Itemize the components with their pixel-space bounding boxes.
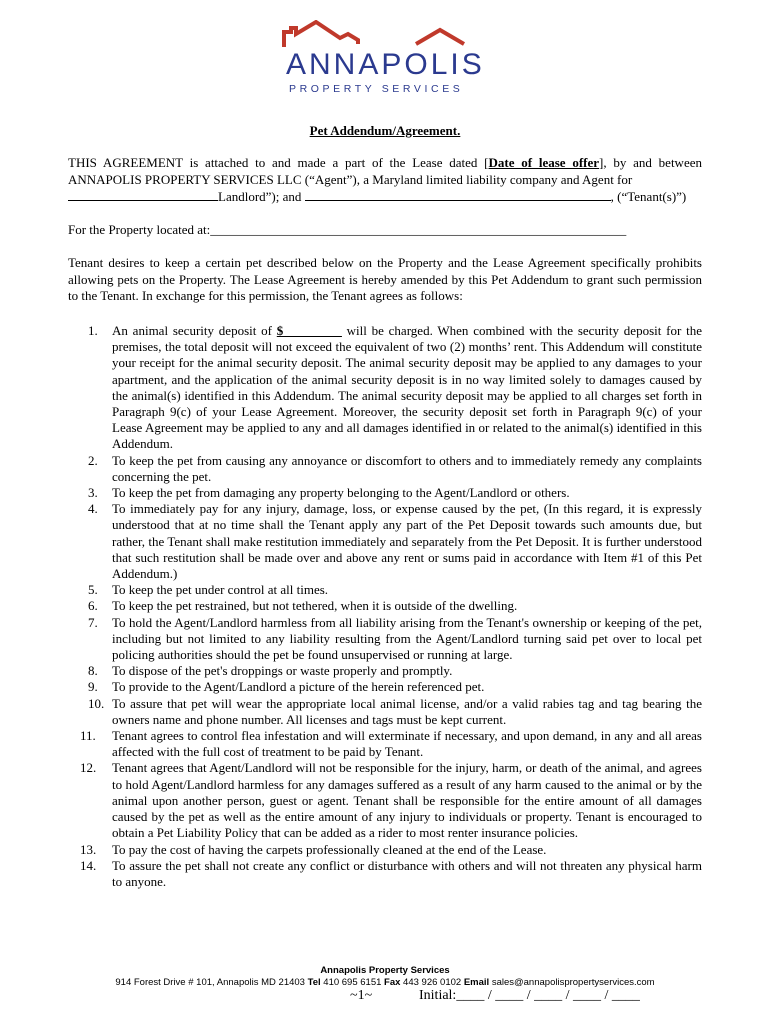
item-number: 4. — [88, 501, 98, 517]
footer-email-label: Email — [463, 977, 490, 988]
document-title: Pet Addendum/Agreement. — [309, 123, 461, 138]
item-number: 8. — [88, 663, 98, 679]
list-item — [68, 501, 702, 582]
initial-line[interactable]: Initial:____ / ____ / ____ / ____ / ____ — [419, 988, 640, 1003]
list-item — [68, 323, 702, 453]
item-text: Tenant agrees that Agent/Landlord will not be responsible for the injury, harm, or death of the animal, and agrees to hold Agent/Landlord harmless for any damages suffered as a result of any harm caused to the animal or by the animal upon another person, guest or agent. Tenant shall be responsible for the entire amount of all damages caused by the pet as well as the entire amount of any injury to individuals or property. Tenant is encouraged to obtain a Pet Liability Policy that can be added as a rider to most renter insurance policies. — [112, 760, 702, 841]
landlord-name-blank[interactable] — [68, 188, 218, 201]
footer-tel-label: Tel — [307, 977, 321, 988]
tenant-paragraph: Tenant desires to keep a certain pet described below on the Property and the Lease Agreement specifically prohibits allowing pets on the Property. The Lease Agreement is hereby amended by this Pet Addendum to grant such permission to the Tenant. In exchange for this permission, the Tenant agrees as follows: — [68, 255, 702, 303]
lease-date-field[interactable]: Date of lease offer — [488, 155, 600, 170]
landlord-suffix: Landlord”); and — [218, 189, 302, 204]
item-text: To immediately pay for any injury, damage, loss, or expense caused by the pet, (In this regard, it is expressly understood that at no time shall the Tenant apply any part of the Pet Deposit towards such amounts due, but rather, the Tenant shall make restitution immediately and separately from the Pet Deposit. It is further understood that such restitution shall be made over and above any rent or sums paid in accordance with Item #1 of this Pet Addendum.) — [112, 501, 702, 582]
footer-contact — [0, 977, 770, 989]
footer-company — [0, 965, 770, 977]
deposit-amount-field[interactable]: $_________ — [276, 323, 342, 338]
item-text: To assure the pet shall not create any conflict or disturbance with others and will not threaten any physical harm to anyone. — [112, 857, 702, 889]
terms-list — [68, 323, 702, 890]
item-number: 9. — [88, 679, 98, 695]
company-logo — [264, 20, 508, 98]
list-item — [68, 679, 702, 695]
footer-company-name: Annapolis Property Services — [320, 965, 450, 976]
item-text: To hold the Agent/Landlord harmless from all liability arising from the Tenant's ownership or keeping of the pet, including but not limited to any liability resulting from the Agent/Landlord turning said pet over to local pet policing authorities should the pet be found unsupervised or running at large. — [112, 614, 702, 663]
item-text: An animal security deposit of — [112, 323, 277, 338]
item-number: 13. — [80, 841, 97, 857]
logo-subtitle: PROPERTY SERVICES — [289, 83, 464, 95]
list-item — [68, 858, 702, 890]
intro-paragraph — [68, 155, 702, 188]
item-number: 11. — [80, 728, 96, 744]
item-number: 2. — [88, 452, 98, 468]
item-text: To keep the pet from damaging any property belonging to the Agent/Landlord or others. — [112, 485, 570, 501]
item-number: 14. — [80, 857, 97, 873]
item-number: 12. — [80, 760, 97, 776]
list-item — [68, 728, 702, 760]
list-item — [68, 582, 702, 598]
list-item — [68, 598, 702, 614]
tenant-name-blank[interactable] — [305, 188, 611, 201]
parties-line: Landlord”); and , (“Tenant(s)”) — [68, 188, 702, 206]
intro-text-1: THIS AGREEMENT is attached to and made a part of the Lease dated [ — [68, 155, 489, 170]
list-item — [68, 760, 702, 841]
page-number: ~1~ — [350, 988, 373, 1003]
list-item — [68, 453, 702, 485]
item-text: To dispose of the pet's droppings or waste properly and promptly. — [112, 663, 453, 679]
item-number: 6. — [88, 598, 98, 614]
list-item — [68, 842, 702, 858]
item-text: To pay the cost of having the carpets professionally cleaned at the end of the Lease. — [112, 841, 547, 857]
list-item — [68, 696, 702, 728]
intro-text-2: ], by and between ANNAPOLIS PROPERTY SERVICES LLC (“Agent”), a Maryland limited liability company and Agent for — [68, 155, 702, 187]
tenant-suffix: (“Tenant(s)”) — [617, 189, 687, 204]
item-number: 1. — [88, 323, 98, 338]
item-number: 3. — [88, 485, 98, 501]
footer-address: 914 Forest Drive # 101, Annapolis MD 21403 — [115, 977, 308, 988]
logo-name: ANNAPOLIS — [286, 48, 485, 81]
item-number: 7. — [88, 614, 98, 630]
property-address-line[interactable]: For the Property located at:________________________________________________________________ — [68, 222, 627, 237]
footer-fax: 443 926 0102 — [400, 977, 464, 988]
list-item — [68, 663, 702, 679]
item-text: To assure that pet will wear the appropriate local animal license, and/or a valid rabies tag and tag bearing the owners name and phone number. All licenses and tags must be kept current. — [112, 695, 702, 727]
list-item — [68, 615, 702, 664]
item-number: 5. — [88, 582, 98, 598]
item-number: 10. — [88, 695, 105, 711]
item-text: To provide to the Agent/Landlord a picture of the herein referenced pet. — [112, 679, 485, 695]
footer-fax-label: Fax — [384, 977, 401, 988]
footer-tel: 410 695 6151 — [320, 977, 385, 988]
item-text: To keep the pet restrained, but not tethered, when it is outside of the dwelling. — [112, 598, 518, 614]
item-text: will be charged. When combined with the security deposit for the premises, the total deposit will not exceed the equivalent of two (2) months’ rent. This Addendum will constitute your receipt for the animal security deposit. The animal security deposit may be applied to any damages to your apartment, and the application of the animal security deposit is in no way limited solely to damages caused by the animal(s) identified in this Addendum. The animal security deposit may be applied to all charges set forth in Paragraph 9(c) of your Lease Agreement. Moreover, the security deposit set forth in Paragraph 9(c) of your Lease Agreement may be applied to any and all damages identified in or related to the animal(s) identified in this Addendum. — [112, 323, 702, 452]
list-item — [68, 485, 702, 501]
item-text: Tenant agrees to control flea infestation and will exterminate if necessary, and upon demand, in any and all areas affected with the full cost of treatment to be paid by Tenant. — [112, 728, 702, 760]
footer-email: sales@annapolispropertyservices.com — [489, 977, 655, 988]
item-text: To keep the pet from causing any annoyance or discomfort to others and to immediately remedy any complaints concerning the pet. — [112, 452, 702, 484]
item-text: To keep the pet under control at all times. — [112, 582, 329, 598]
